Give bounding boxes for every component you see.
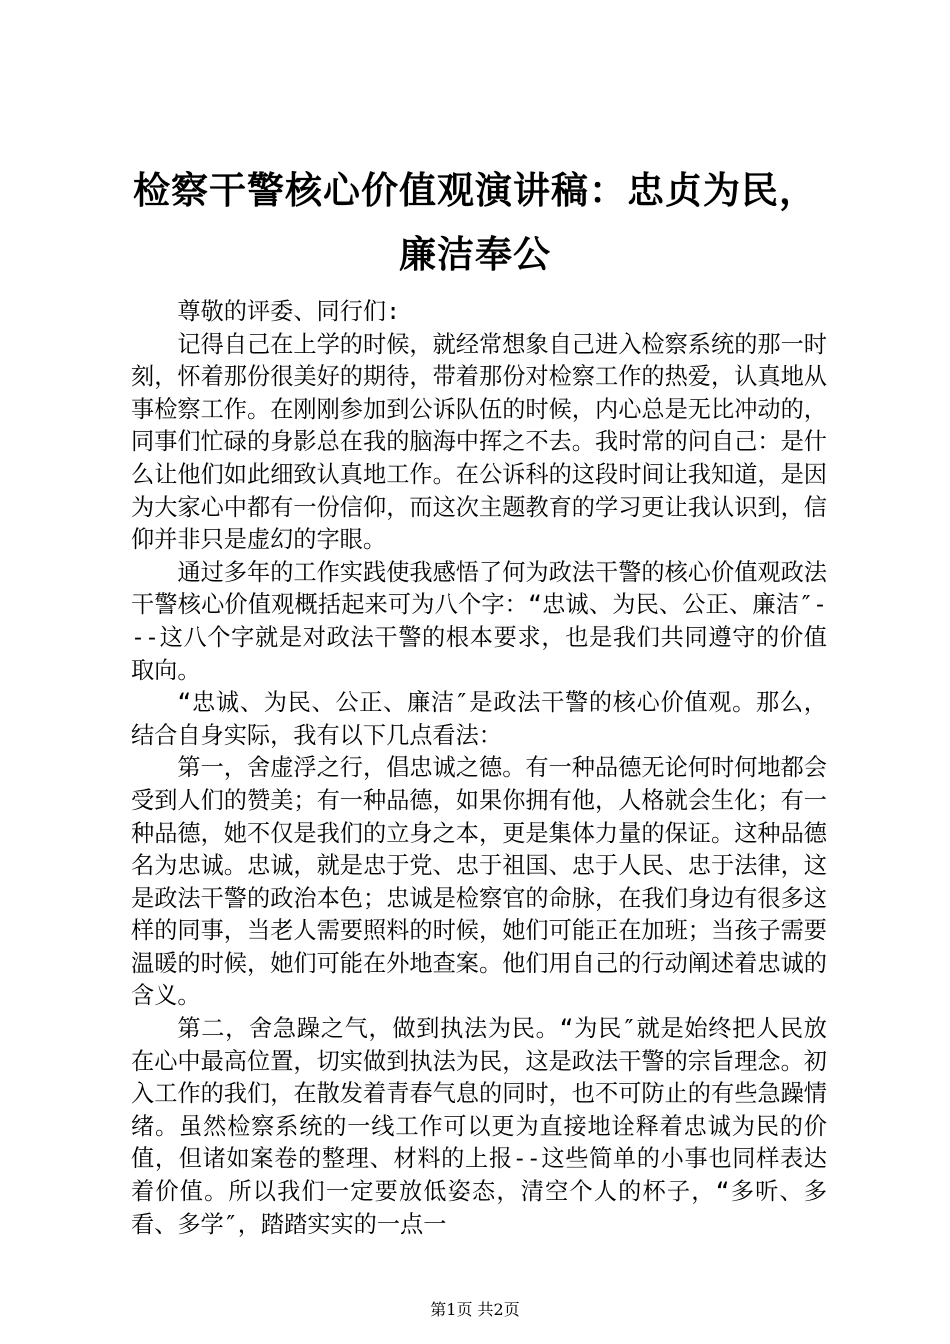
- paragraph-memory: 记得自己在上学的时候，就经常想象自己进入检察系统的那一时刻，怀着那份很美好的期待，带着那份对检察工作的热爱，认真地从事检察工作。在刚刚参加到公诉队伍的时候，内心总是无比冲动的，同事们忙碌的身影总在我的脑海中挥之不去。我时常的问自己：是什么让他们如此细致认真地工作。在公诉科的这段时间让我知道，是因为大家心中都有一份信仰，而这次主题教育的学习更让我认识到，信仰并非只是虚幻的字眼。: [131, 330, 827, 554]
- document-title: 检察干警核心价值观演讲稿：忠贞为民，廉洁奉公: [133, 168, 817, 276]
- paragraph-point-two: 第二，舍急躁之气，做到执法为民。“为民″就是始终把人民放在心中最高位置，切实做到执法为民，这是政法干警的宗旨理念。初入工作的我们，在散发着青春气息的同时，也不可防止的有些急躁情绪。虽然检察系统的一线工作可以更为直接地诠释着忠诚为民的价值，但诸如案卷的整理、材料的上报--这些简单的小事也同样表达着价值。所以我们一定要放低姿态，清空个人的杯子，“多听、多看、多学″，踏踏实实的一点一: [131, 1015, 827, 1238]
- paragraph-point-one: 第一，舍虚浮之行，倡忠诚之德。有一种品德无论何时何地都会受到人们的赞美；有一种品德，如果你拥有他，人格就会生化；有一种品德，她不仅是我们的立身之本，更是集体力量的保证。这种品德名为忠诚。忠诚，就是忠于党、忠于祖国、忠于人民、忠于法律，这是政法干警的政治本色；忠诚是检察官的命脉，在我们身边有很多这样的同事，当老人需要照料的时候，她们可能正在加班；当孩子需要温暖的时候，她们可能在外地查案。他们用自己的行动阐述着忠诚的含义。: [131, 754, 827, 1010]
- paragraph-values-statement: “忠诚、为民、公正、廉洁″是政法干警的核心价值观。那么，结合自身实际，我有以下几点看法：: [131, 689, 827, 749]
- document-body: [131, 296, 827, 1241]
- page-number: 第1页 共2页: [430, 1300, 520, 1319]
- paragraph-salutation: 尊敬的评委、同行们:: [177, 298, 401, 325]
- paragraph-core-values: 通过多年的工作实践使我感悟了何为政法干警的核心价值观政法干警核心价值观概括起来可为八个字：“忠诚、为民、公正、廉洁″---这八个字就是对政法干警的根本要求，也是我们共同遵守的价值取向。: [131, 558, 827, 684]
